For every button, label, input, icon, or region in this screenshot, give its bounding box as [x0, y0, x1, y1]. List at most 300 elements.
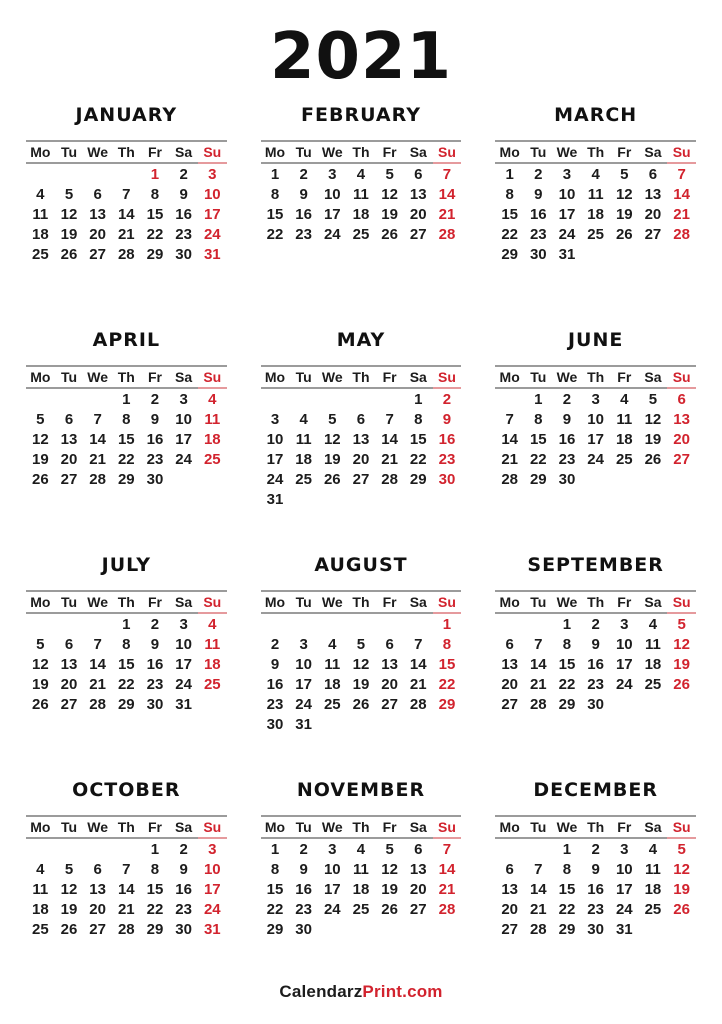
month-title: MAY — [336, 329, 386, 351]
day-cell: 10 — [203, 860, 221, 878]
week-row — [495, 653, 696, 673]
empty-day-cell — [667, 693, 696, 713]
week-row — [495, 838, 696, 858]
day-cell: 31 — [558, 245, 576, 263]
day-cell: 30 — [295, 920, 312, 938]
day-cell: 9 — [299, 185, 308, 203]
weekday-label-sa: Sa — [639, 816, 668, 838]
day-cell: 15 — [501, 205, 518, 223]
month-days — [495, 163, 696, 263]
day-cell: 10 — [587, 410, 604, 428]
weekday-label-mo: Mo — [26, 141, 55, 163]
day-cell: 11 — [32, 880, 49, 898]
day-cell: 2 — [442, 391, 452, 408]
day-cell: 1 — [562, 616, 572, 633]
day-cell: 7 — [385, 410, 394, 428]
day-cell: 16 — [146, 430, 164, 448]
month-block — [26, 329, 227, 488]
footer-brand-red: Print.com — [362, 982, 443, 1001]
day-cell: 19 — [323, 450, 341, 468]
day-cell: 12 — [31, 655, 49, 673]
day-cell: 10 — [175, 635, 192, 653]
week-row — [261, 653, 462, 673]
weekday-label-th: Th — [581, 591, 610, 613]
day-cell: 10 — [558, 185, 576, 203]
day-cell: 18 — [323, 675, 341, 693]
week-row — [261, 488, 462, 508]
day-cell: 22 — [558, 900, 576, 918]
day-cell: 17 — [175, 655, 192, 673]
day-cell: 28 — [117, 245, 135, 263]
weekday-label-sa: Sa — [169, 366, 198, 388]
month-calendar-table — [26, 590, 227, 713]
day-cell: 30 — [175, 920, 192, 938]
day-cell: 6 — [505, 860, 514, 878]
day-cell: 14 — [381, 430, 398, 448]
day-cell: 25 — [203, 675, 221, 693]
day-cell: 16 — [295, 205, 312, 223]
empty-day-cell — [83, 388, 112, 408]
day-cell: 21 — [89, 450, 106, 468]
day-cell: 26 — [615, 225, 633, 243]
week-row — [26, 838, 227, 858]
day-cell: 9 — [179, 860, 188, 878]
day-cell: 6 — [356, 410, 366, 428]
weekday-label-we: We — [318, 816, 347, 838]
day-cell: 16 — [175, 205, 192, 223]
day-cell: 25 — [31, 920, 49, 938]
month-block — [495, 779, 696, 938]
week-row — [261, 878, 462, 898]
day-cell: 3 — [208, 166, 217, 183]
weekday-header-row — [261, 366, 462, 388]
day-cell: 9 — [534, 185, 543, 203]
day-cell: 17 — [203, 205, 221, 223]
day-cell: 4 — [299, 410, 308, 428]
day-cell: 5 — [385, 166, 394, 183]
day-cell: 26 — [323, 470, 341, 488]
day-cell: 9 — [591, 860, 600, 878]
week-row — [495, 448, 696, 468]
day-cell: 28 — [501, 470, 518, 488]
day-cell: 14 — [117, 205, 135, 223]
week-row — [495, 858, 696, 878]
empty-day-cell — [26, 388, 55, 408]
day-cell: 23 — [587, 675, 604, 693]
day-cell: 12 — [31, 430, 49, 448]
week-row — [261, 858, 462, 878]
day-cell: 3 — [208, 841, 217, 858]
day-cell: 6 — [505, 635, 514, 653]
day-cell: 7 — [414, 635, 423, 653]
month-days — [26, 388, 227, 488]
week-row — [26, 448, 227, 468]
month-title: FEBRUARY — [301, 104, 421, 126]
day-cell: 29 — [501, 245, 518, 263]
day-cell: 24 — [295, 695, 312, 713]
day-cell: 11 — [645, 635, 661, 653]
day-cell: 2 — [534, 166, 543, 183]
day-cell: 1 — [122, 616, 131, 633]
weekday-header-row — [26, 591, 227, 613]
empty-day-cell — [375, 613, 404, 633]
empty-day-cell — [347, 388, 376, 408]
week-row — [261, 633, 462, 653]
month-days — [261, 163, 462, 243]
week-row — [495, 673, 696, 693]
day-cell: 1 — [150, 841, 160, 858]
day-cell: 17 — [266, 450, 284, 468]
day-cell: 26 — [381, 225, 398, 243]
day-cell: 29 — [438, 695, 456, 713]
weekday-label-fr: Fr — [141, 591, 170, 613]
day-cell: 8 — [414, 410, 423, 428]
footer-link[interactable] — [0, 982, 722, 1002]
week-row — [261, 898, 462, 918]
day-cell: 15 — [558, 655, 576, 673]
month-title: NOVEMBER — [296, 779, 426, 801]
day-cell: 21 — [89, 675, 106, 693]
day-cell: 21 — [438, 205, 456, 223]
month-title: AUGUST — [314, 554, 408, 576]
day-cell: 16 — [587, 655, 604, 673]
weekday-label-mo: Mo — [495, 591, 524, 613]
weekday-label-su: Su — [667, 366, 696, 388]
empty-day-cell — [667, 468, 696, 488]
day-cell: 22 — [117, 675, 135, 693]
day-cell: 12 — [60, 205, 78, 223]
day-cell: 28 — [409, 695, 427, 713]
weekday-header-row — [26, 366, 227, 388]
day-cell: 13 — [673, 410, 690, 428]
day-cell: 6 — [385, 635, 394, 653]
empty-day-cell — [524, 613, 553, 633]
empty-day-cell — [639, 243, 668, 263]
day-cell: 5 — [36, 410, 45, 428]
day-cell: 4 — [648, 841, 658, 858]
day-cell: 6 — [93, 860, 102, 878]
day-cell: 20 — [501, 900, 518, 918]
day-cell: 4 — [620, 391, 629, 408]
empty-day-cell — [26, 163, 55, 183]
day-cell: 30 — [438, 470, 456, 488]
week-row — [26, 653, 227, 673]
day-cell: 19 — [644, 430, 662, 448]
month-days — [261, 838, 462, 938]
week-row — [261, 468, 462, 488]
week-row — [495, 693, 696, 713]
month-days — [261, 613, 462, 733]
day-cell: 3 — [620, 841, 629, 858]
weekday-label-su: Su — [667, 141, 696, 163]
week-row — [495, 428, 696, 448]
day-cell: 31 — [203, 920, 221, 938]
day-cell: 27 — [381, 695, 398, 713]
day-cell: 12 — [673, 635, 690, 653]
empty-day-cell — [318, 613, 347, 633]
day-cell: 12 — [673, 860, 690, 878]
weekday-label-tu: Tu — [524, 816, 553, 838]
day-cell: 2 — [591, 616, 600, 633]
month-calendar-table — [261, 365, 462, 508]
day-cell: 13 — [409, 860, 427, 878]
empty-day-cell — [433, 918, 462, 938]
month-block — [261, 329, 462, 508]
week-row — [261, 408, 462, 428]
day-cell: 5 — [677, 616, 686, 633]
day-cell: 29 — [409, 470, 427, 488]
empty-day-cell — [404, 918, 433, 938]
day-cell: 28 — [89, 695, 106, 713]
weekday-label-th: Th — [347, 591, 376, 613]
week-row — [26, 243, 227, 263]
week-row — [26, 633, 227, 653]
weekday-label-su: Su — [667, 591, 696, 613]
week-row — [495, 388, 696, 408]
day-cell: 21 — [438, 880, 456, 898]
month-block — [495, 329, 696, 488]
day-cell: 15 — [438, 655, 456, 673]
day-cell: 24 — [203, 900, 221, 918]
day-cell: 7 — [93, 410, 102, 428]
day-cell: 14 — [438, 185, 456, 203]
day-cell: 23 — [587, 900, 604, 918]
weekday-label-sa: Sa — [404, 591, 433, 613]
day-cell: 17 — [615, 880, 633, 898]
day-cell: 8 — [150, 185, 160, 203]
day-cell: 24 — [323, 900, 341, 918]
day-cell: 19 — [31, 675, 49, 693]
day-cell: 21 — [117, 900, 135, 918]
weekday-label-mo: Mo — [495, 816, 524, 838]
day-cell: 11 — [324, 655, 341, 673]
day-cell: 21 — [529, 675, 547, 693]
day-cell: 14 — [529, 655, 547, 673]
day-cell: 26 — [31, 695, 49, 713]
weekday-label-we: We — [553, 141, 582, 163]
empty-day-cell — [289, 613, 318, 633]
week-row — [26, 388, 227, 408]
week-row — [26, 223, 227, 243]
day-cell: 29 — [146, 245, 164, 263]
day-cell: 13 — [352, 430, 370, 448]
day-cell: 22 — [529, 450, 547, 468]
weekday-header-row — [261, 591, 462, 613]
day-cell: 26 — [60, 920, 78, 938]
day-cell: 30 — [175, 245, 192, 263]
month-days — [495, 613, 696, 713]
day-cell: 24 — [175, 450, 192, 468]
week-row — [261, 713, 462, 733]
week-row — [26, 183, 227, 203]
week-row — [495, 613, 696, 633]
empty-day-cell — [404, 613, 433, 633]
day-cell: 19 — [673, 880, 690, 898]
day-cell: 6 — [648, 166, 658, 183]
week-row — [261, 388, 462, 408]
day-cell: 9 — [562, 410, 572, 428]
day-cell: 7 — [442, 841, 452, 858]
month-block — [261, 779, 462, 938]
day-cell: 8 — [505, 185, 514, 203]
week-row — [26, 918, 227, 938]
empty-day-cell — [83, 838, 112, 858]
weekday-label-fr: Fr — [375, 591, 404, 613]
empty-day-cell — [433, 713, 462, 733]
day-cell: 25 — [31, 245, 49, 263]
day-cell: 10 — [615, 635, 633, 653]
month-days — [26, 163, 227, 263]
day-cell: 12 — [60, 880, 78, 898]
day-cell: 16 — [175, 880, 192, 898]
day-cell: 3 — [179, 391, 188, 408]
day-cell: 24 — [558, 225, 576, 243]
weekday-label-sa: Sa — [639, 366, 668, 388]
day-cell: 22 — [438, 675, 456, 693]
empty-day-cell — [639, 918, 668, 938]
month-calendar-table — [26, 815, 227, 938]
weekday-label-tu: Tu — [524, 141, 553, 163]
weekday-label-fr: Fr — [141, 141, 170, 163]
day-cell: 28 — [381, 470, 398, 488]
empty-day-cell — [347, 488, 376, 508]
weekday-label-su: Su — [198, 366, 227, 388]
weekday-label-fr: Fr — [375, 366, 404, 388]
weekday-label-we: We — [83, 141, 112, 163]
month-calendar-table — [261, 140, 462, 243]
day-cell: 10 — [615, 860, 633, 878]
day-cell: 18 — [615, 430, 633, 448]
day-cell: 21 — [381, 450, 398, 468]
month-calendar-table — [261, 590, 462, 733]
day-cell: 8 — [534, 410, 543, 428]
weekday-label-tu: Tu — [289, 591, 318, 613]
day-cell: 21 — [117, 225, 135, 243]
weekday-label-mo: Mo — [261, 366, 290, 388]
weekday-label-we: We — [83, 591, 112, 613]
empty-day-cell — [55, 163, 84, 183]
day-cell: 27 — [501, 920, 518, 938]
week-row — [261, 223, 462, 243]
day-cell: 8 — [442, 635, 452, 653]
day-cell: 10 — [175, 410, 192, 428]
day-cell: 29 — [146, 920, 164, 938]
day-cell: 10 — [203, 185, 221, 203]
weekday-label-sa: Sa — [404, 141, 433, 163]
week-row — [495, 223, 696, 243]
empty-day-cell — [55, 838, 84, 858]
month-title: JULY — [101, 554, 152, 576]
day-cell: 16 — [558, 430, 576, 448]
day-cell: 21 — [673, 205, 690, 223]
day-cell: 28 — [438, 225, 456, 243]
day-cell: 29 — [558, 695, 576, 713]
day-cell: 17 — [323, 205, 341, 223]
day-cell: 17 — [587, 430, 604, 448]
day-cell: 22 — [266, 900, 284, 918]
day-cell: 27 — [409, 225, 427, 243]
weekday-label-we: We — [83, 816, 112, 838]
empty-day-cell — [55, 613, 84, 633]
weekday-label-th: Th — [112, 591, 141, 613]
day-cell: 2 — [270, 635, 280, 653]
day-cell: 7 — [122, 185, 131, 203]
empty-day-cell — [318, 713, 347, 733]
day-cell: 12 — [615, 185, 633, 203]
weekday-label-tu: Tu — [55, 366, 84, 388]
day-cell: 11 — [645, 860, 661, 878]
day-cell: 30 — [529, 245, 547, 263]
day-cell: 18 — [295, 450, 312, 468]
empty-day-cell — [26, 613, 55, 633]
weekday-label-th: Th — [112, 816, 141, 838]
day-cell: 13 — [501, 655, 518, 673]
day-cell: 27 — [60, 470, 78, 488]
day-cell: 5 — [64, 860, 74, 878]
weekday-label-fr: Fr — [610, 816, 639, 838]
empty-day-cell — [433, 488, 462, 508]
day-cell: 17 — [558, 205, 576, 223]
day-cell: 28 — [529, 695, 547, 713]
empty-day-cell — [83, 613, 112, 633]
week-row — [261, 448, 462, 468]
weekday-label-mo: Mo — [26, 816, 55, 838]
weekday-label-th: Th — [581, 366, 610, 388]
day-cell: 15 — [146, 880, 164, 898]
day-cell: 8 — [150, 860, 160, 878]
day-cell: 23 — [175, 225, 192, 243]
day-cell: 15 — [266, 880, 284, 898]
day-cell: 11 — [204, 410, 221, 428]
day-cell: 28 — [117, 920, 135, 938]
month-title: SEPTEMBER — [527, 554, 664, 576]
day-cell: 6 — [64, 635, 74, 653]
day-cell: 6 — [93, 185, 102, 203]
day-cell: 19 — [352, 675, 370, 693]
weekday-label-su: Su — [433, 591, 462, 613]
day-cell: 23 — [558, 450, 576, 468]
day-cell: 8 — [122, 635, 131, 653]
day-cell: 8 — [562, 635, 572, 653]
day-cell: 23 — [529, 225, 547, 243]
weekday-label-th: Th — [112, 366, 141, 388]
day-cell: 1 — [150, 166, 160, 183]
day-cell: 2 — [179, 166, 188, 183]
day-cell: 18 — [352, 205, 370, 223]
day-cell: 3 — [328, 166, 337, 183]
day-cell: 3 — [270, 410, 280, 428]
week-row — [495, 633, 696, 653]
day-cell: 23 — [295, 225, 312, 243]
day-cell: 19 — [60, 225, 78, 243]
day-cell: 1 — [270, 841, 280, 858]
week-row — [495, 243, 696, 263]
weekday-label-su: Su — [198, 591, 227, 613]
month-title: MARCH — [554, 104, 638, 126]
day-cell: 7 — [677, 166, 686, 183]
month-days — [495, 838, 696, 938]
empty-day-cell — [26, 838, 55, 858]
day-cell: 18 — [644, 655, 662, 673]
weekday-label-we: We — [553, 366, 582, 388]
empty-day-cell — [347, 713, 376, 733]
day-cell: 4 — [356, 166, 366, 183]
day-cell: 15 — [558, 880, 576, 898]
day-cell: 16 — [438, 430, 456, 448]
day-cell: 22 — [409, 450, 427, 468]
day-cell: 17 — [295, 675, 312, 693]
day-cell: 1 — [505, 166, 514, 183]
